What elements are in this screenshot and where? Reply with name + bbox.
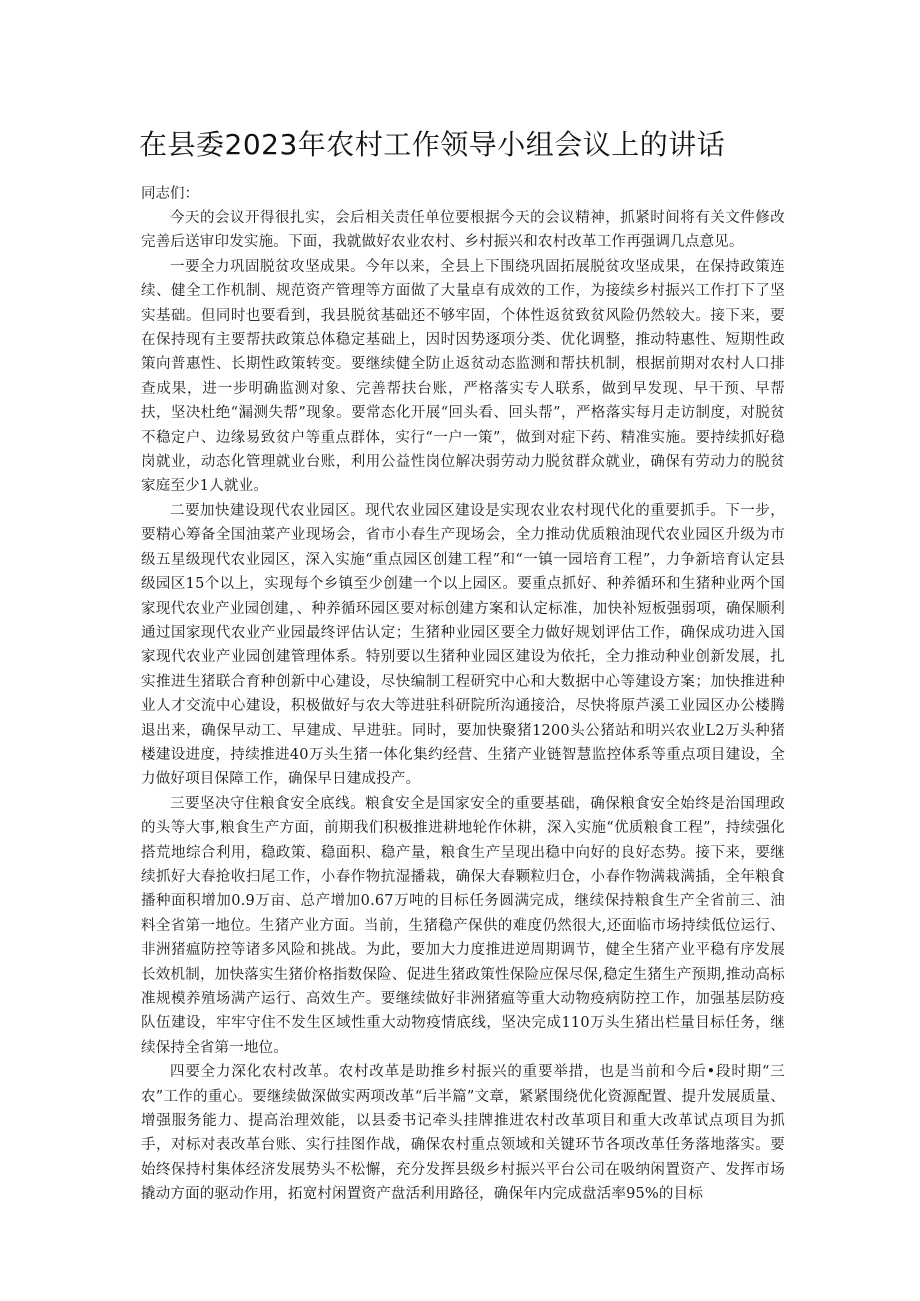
paragraph-intro: 今天的会议开得很扎实，会后相关责任单位要根据今天的会议精神，抓紧时间将有关文件修改完善后送审印发实施。下面，我就做好农业农村、乡村振兴和农村改革工作再强调几点意见。 xyxy=(141,210,785,251)
salutation: 同志们： xyxy=(141,186,199,202)
paragraph-rural-reform: 四要全力深化农村改革。农村改革是助推乡村振兴的重要举措，也是当前和今后•段时期“三农”工作的重心。要继续做深做实两项改革“后半篇”文章，紧紧围绕优化资源配置、提升发展质量、增强服务能力、提高治理效能，以县委书记牵头挂牌推进农村改革项目和重大改革试点项目为抓手，对标对表改革台账、实行挂图作战，确保农村重点领域和关键环节各项改革任务落地落实。要始终保持村集体经济发展势头不松懈，充分发挥县级乡村振兴平台公司在吸纳闲置资产、发挥市场撬动方面的驱动作用，拓宽村闲置资产盘活利用路径，确保年内完成盘活率95%的目标 xyxy=(141,1064,785,1203)
paragraph-food-security: 三要坚决守住粮食安全底线。粮食安全是国家安全的重要基础，确保粮食安全始终是治国理政的头等大事,粮食生产方面，前期我们积极推进耕地轮作休耕，深入实施“优质粮食工程”，持续强化搭荒地综合利用，稳政策、稳面积、稳产量，粮食生产呈现出稳中向好的良好态势。接下来，要继续抓好大春抢收扫尾工作，小春作物抗湿播栽，确保大春颗粒归仓，小春作物满栽满插，全年粮食播种面积增加0.9万亩、总产增加0.67万吨的目标任务圆满完成，继续保持粮食生产全省前三、油料全省第一地位。生猪产业方面。当前，生猪稳产保供的难度仍然很大,还面临市场持续低位运行、非洲猪瘟防控等诸多风险和挑战。为此，要加大力度推进逆周期调节，健全生猪产业平稳有序发展长效机制，加快落实生猪价格指数保险、促进生猪政策性保险应保尽保,稳定生猪生产预期,推动高标准规模养殖场满产运行、高效生产。要继续做好非洲猪瘟等重大动物疫病防控工作，加强基层防疫队伍建设，牢牢守住不发生区域性重大动物疫情底线，坚决完成110万头生猪出栏量目标任务，继续保持全省第一地位。 xyxy=(141,795,785,1056)
document-title: 在县委2023年农村工作领导小组会议上的讲话 xyxy=(139,128,726,161)
paragraph-agricultural-parks: 二要加快建设现代农业园区。现代农业园区建设是实现农业农村现代化的重要抓手。下一步，要精心筹备全国油菜产业现场会，省市小春生产现场会，全力推动优质粮油现代农业园区升级为市级五星级现代农业园区，深入实施“重点园区创建工程”和“一镇一园培育工程”，力争新培育认定县级园区15个以上，实现每个乡镇至少创建一个以上园区。要重点抓好、种养循环和生猪种业两个国家现代农业产业园创建，、种养循环园区要对标创建方案和认定标准，加快补短板强弱项，确保顺利通过国家现代农业产业园最终评估认定；生猪种业园区要全力做好规划评估工作，确保成功进入国家现代农业产业园创建管理体系。特别要以生猪种业园区建设为依托，全力推动种业创新发展，扎实推进生猪联合育种创新中心建设，尽快编制工程研究中心和大数据中心等建设方案；加快推进种业人才交流中心建设，积极做好与农大等进驻科研院所沟通接洽，尽快将原芦溪工业园区办公楼腾退出来，确保早动工、早建成、早进驻。同时，要加快聚猪1200头公猪站和明兴农业L2万头种猪楼建设进度，持续推进40万头生猪一体化集约经营、生猪产业链智慧监控体系等重点项目建设，全力做好项目保障工作，确保早日建成投产。 xyxy=(141,502,785,788)
paragraph-poverty-consolidation: 一要全力巩固脱贫攻坚成果。今年以来，全县上下围绕巩固拓展脱贫攻坚成果，在保持政策连续、健全工作机制、规范资产管理等方面做了大量卓有成效的工作，为接续乡村振兴工作打下了坚实基础。但同时也要看到，我县脱贫基础还不够牢固，个体性返贫致贫风险仍然较大。接下来，要在保持现有主要帮扶政策总体稳定基础上，因时因势逐项分类、优化调整，推动特惠性、短期性政策向普惠性、长期性政策转变。要继续健全防止返贫动态监测和帮扶机制，根据前期对农村人口排查成果，进一步明确监测对象、完善帮扶台账，严格落实专人联系，做到早发现、早干预、早帮扶，坚决杜绝“漏测失帮”现象。要常态化开展“回头看、回头帮”，严格落实每月走访制度，对脱贫不稳定户、边缘易致贫户等重点群体，实行“一户一策”，做到对症下药、精准实施。要持续抓好稳岗就业，动态化管理就业台账，利用公益性岗位解决弱劳动力脱贫群众就业，确保有劳动力的脱贫家庭至少1人就业。 xyxy=(141,258,785,495)
document-body xyxy=(141,182,785,1207)
